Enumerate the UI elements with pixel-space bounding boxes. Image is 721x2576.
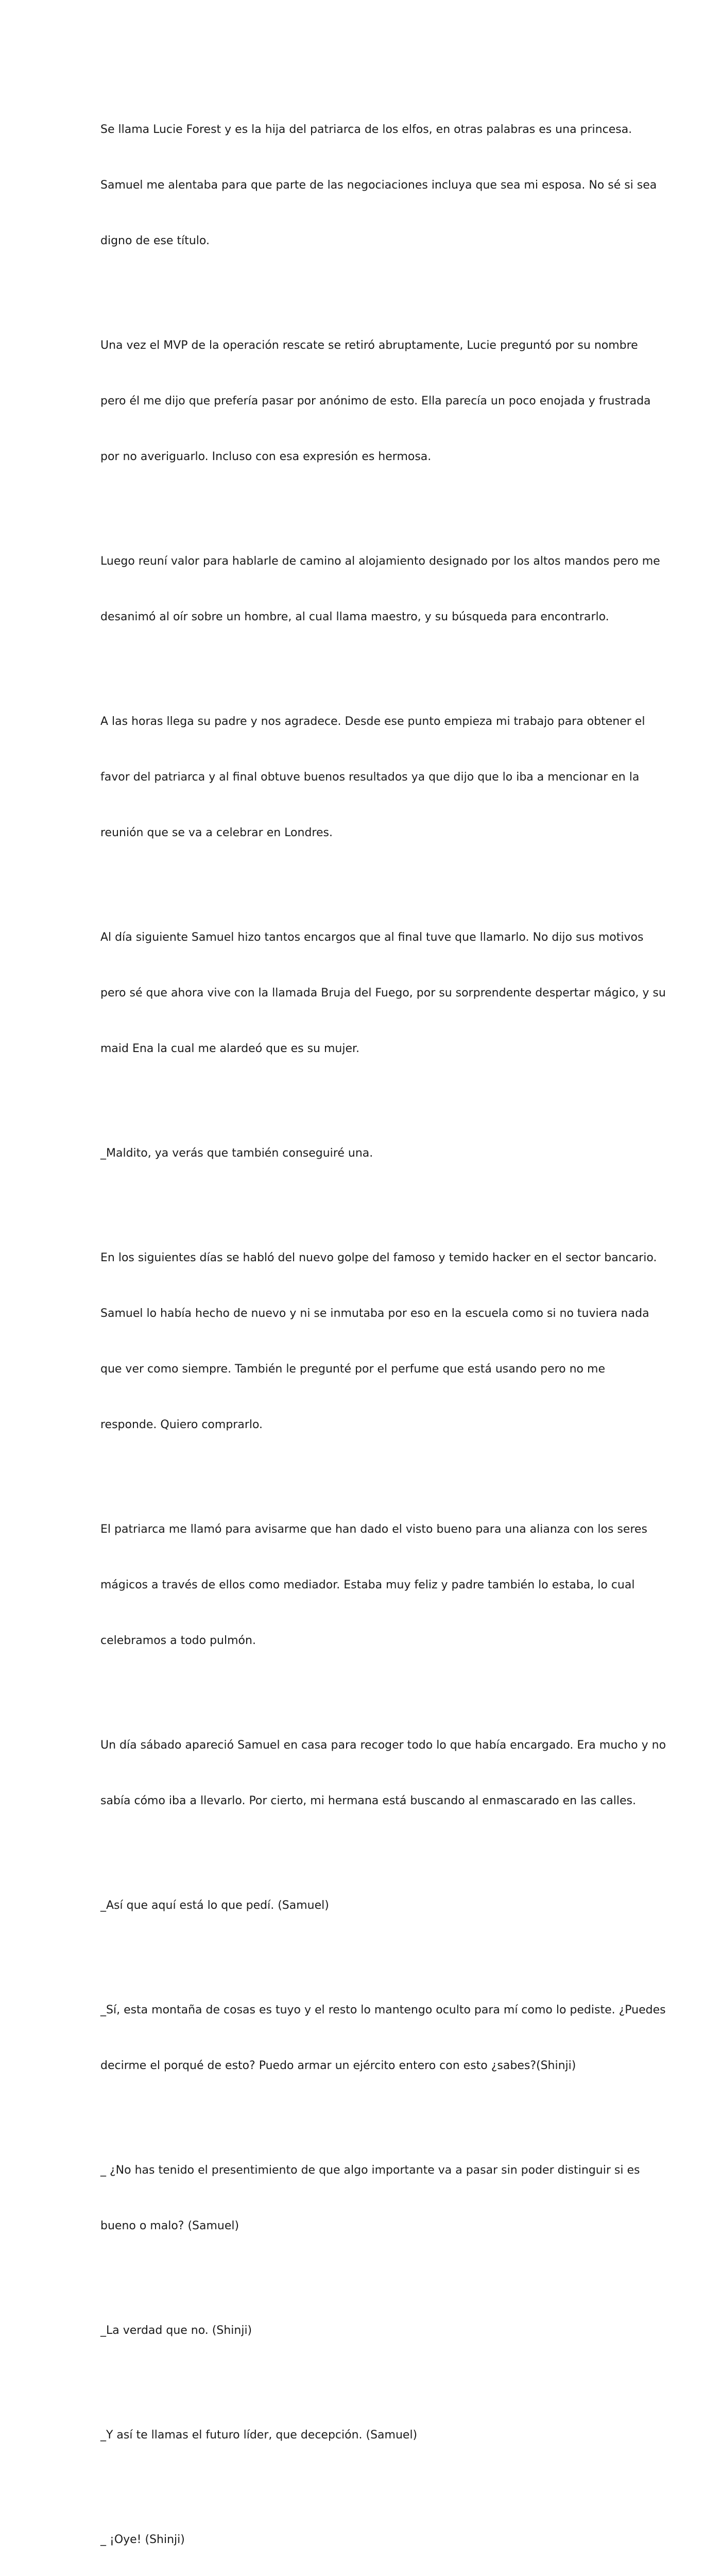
text-line: El patriarca me llamó para avisarme que han dado el visto bueno para una alianza con los seres [100, 1523, 647, 1536]
text-line: _Y así te llamas el futuro líder, que decepción. (Samuel) [100, 2429, 418, 2442]
paragraph-5 [100, 891, 666, 1095]
text-line: _Maldito, ya verás que también conseguiré una. [100, 1147, 373, 1160]
text-line: desanimó al oír sobre un hombre, al cual llama maestro, y su búsqueda para encontrarlo. [100, 611, 609, 623]
text-line: A las horas llega su padre y nos agradece. Desde ese punto empieza mi trabajo para obtener el [100, 715, 645, 728]
dialogue-line-7 [100, 2494, 626, 2576]
dialogue-line-6 [100, 2389, 626, 2482]
text-line: pero él me dijo que prefería pasar por anónimo de esto. Ella parecía un poco enojada y frustrada [100, 395, 651, 408]
text-line: Samuel me alentaba para que parte de las negociaciones incluya que sea mi esposa. No sé si sea [100, 179, 657, 192]
text-line: celebramos a todo pulmón. [100, 1634, 256, 1647]
text-line: sabía cómo iba a llevarlo. Por cierto, mi hermana está buscando al enmascarado en las calles. [100, 1794, 636, 1807]
paragraph-6 [100, 1212, 657, 1471]
text-line: Una vez el MVP de la operación rescate se retiró abruptamente, Lucie preguntó por su nombre [100, 339, 638, 352]
text-line: por no averiguarlo. Incluso con esa expresión es hermosa. [100, 450, 432, 463]
paragraph-3 [100, 515, 660, 664]
text-line: En los siguientes días se habló del nuevo golpe del famoso y temido hacker en el sector bancario. [100, 1251, 657, 1264]
text-line: _Sí, esta montaña de cosas es tuyo y el resto lo mantengo oculto para mí como lo pediste. ¿Puedes [100, 2004, 666, 2016]
text-line: _Así que aquí está lo que pedí. (Samuel) [100, 1899, 329, 1912]
text-line: _La verdad que no. (Shinji) [100, 2324, 252, 2337]
dialogue-line-5 [100, 2284, 626, 2377]
text-line: pero sé que ahora vive con la llamada Bruja del Fuego, por su sorprendente despertar mágico, y su [100, 987, 666, 999]
text-line: Un día sábado apareció Samuel en casa para recoger todo lo que había encargado. Era mucho y no [100, 1739, 666, 1752]
text-line: _ ¿No has tenido el presentimiento de que algo importante va a pasar sin poder distinguir si es [100, 2164, 640, 2177]
text-line: maid Ena la cual me alardeó que es su mujer. [100, 1042, 360, 1055]
paragraph-1 [100, 83, 657, 287]
text-line: responde. Quiero comprarlo. [100, 1418, 263, 1431]
text-line: decirme el porqué de esto? Puedo armar un ejército entero con esto ¿sabes?(Shinji) [100, 2059, 576, 2072]
text-line: que ver como siempre. También le pregunté por el perfume que está usando pero no me [100, 1363, 605, 1376]
text-line: bueno o malo? (Samuel) [100, 2219, 239, 2232]
document-page [100, 83, 666, 2576]
paragraph-4 [100, 675, 645, 879]
text-line: mágicos a través de ellos como mediador. Estaba muy feliz y padre también lo estaba, lo cual [100, 1579, 635, 1591]
text-line: reunión que se va a celebrar en Londres. [100, 826, 333, 839]
text-line: Se llama Lucie Forest y es la hija del patriarca de los elfos, en otras palabras es una princesa. [100, 123, 632, 136]
text-line: favor del patriarca y al final obtuve buenos resultados ya que dijo que lo iba a mencionar en la [100, 771, 640, 784]
text-line: Al día siguiente Samuel hizo tantos encargos que al final tuve que llamarlo. No dijo sus motivos [100, 931, 644, 944]
dialogue-line-4 [100, 2124, 640, 2273]
paragraph-2 [100, 299, 651, 503]
text-line: digno de ese título. [100, 234, 210, 247]
text-line: Luego reuní valor para hablarle de camino al alojamiento designado por los altos mandos pero me [100, 555, 660, 568]
paragraph-8 [100, 1699, 666, 1848]
text-line: Samuel lo había hecho de nuevo y ni se inmutaba por eso en la escuela como si no tuviera nada [100, 1307, 649, 1320]
text-line: _ ¡Oye! (Shinji) [100, 2533, 185, 2546]
dialogue-line-3 [100, 1964, 666, 2112]
paragraph-7 [100, 1483, 647, 1687]
dialogue-line-1 [100, 1107, 626, 1200]
dialogue-line-2 [100, 1859, 626, 1952]
